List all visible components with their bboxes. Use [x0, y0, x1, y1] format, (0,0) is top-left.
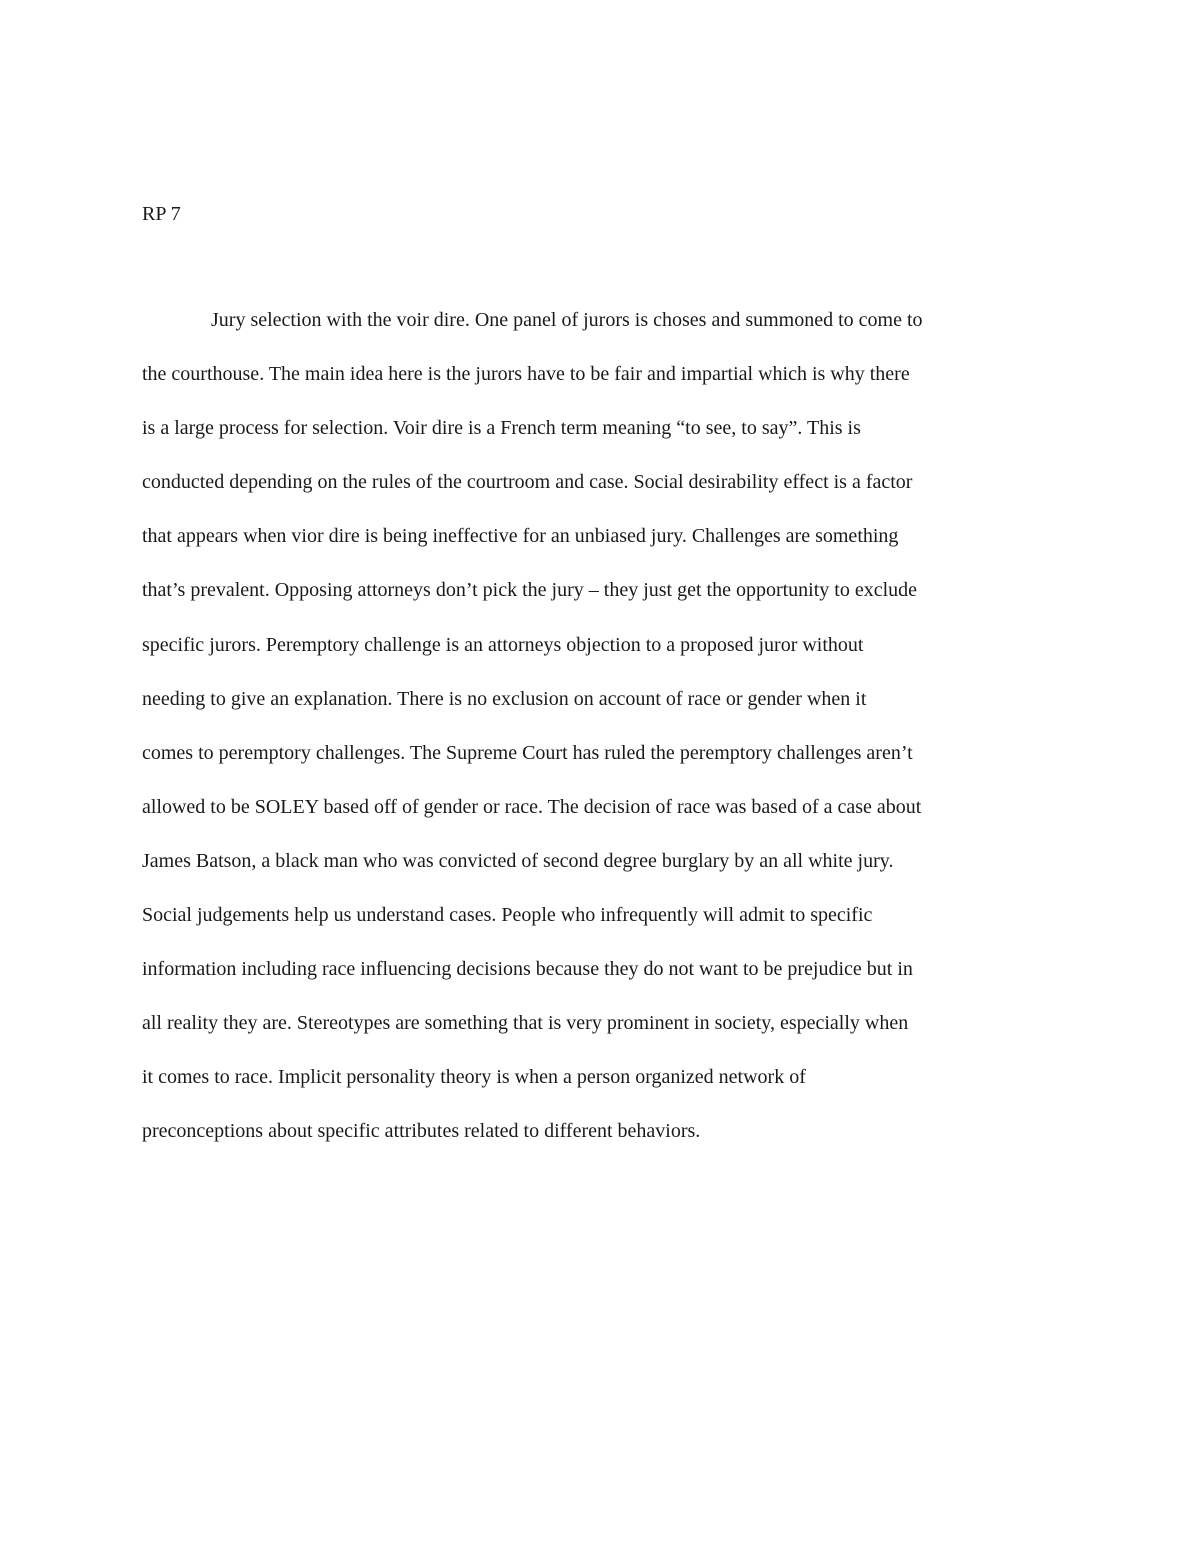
text-line: all reality they are. Stereotypes are something that is very prominent in society, especially when	[142, 1012, 909, 1035]
text-line: allowed to be SOLEY based off of gender or race. The decision of race was based of a case about	[142, 795, 922, 818]
body-paragraph	[142, 306, 1082, 1172]
text-line: that appears when vior dire is being ineffective for an unbiased jury. Challenges are something	[142, 525, 899, 548]
text-line: that’s prevalent. Opposing attorneys don’t pick the jury – they just get the opportunity to exclude	[142, 579, 918, 602]
text-line: needing to give an explanation. There is no exclusion on account of race or gender when it	[142, 687, 867, 710]
text-line: specific jurors. Peremptory challenge is an attorneys objection to a proposed juror without	[142, 633, 864, 656]
text-line: conducted depending on the rules of the courtroom and case. Social desirability effect is a factor	[142, 471, 913, 494]
text-line: Social judgements help us understand cases. People who infrequently will admit to specific	[142, 904, 873, 927]
text-line: Jury selection with the voir dire. One panel of jurors is choses and summoned to come to	[211, 309, 923, 331]
text-line: the courthouse. The main idea here is the jurors have to be fair and impartial which is why there	[142, 363, 910, 386]
text-line: James Batson, a black man who was convicted of second degree burglary by an all white jury.	[142, 849, 894, 872]
text-line: comes to peremptory challenges. The Supreme Court has ruled the peremptory challenges aren’t	[142, 741, 913, 764]
text-line: is a large process for selection. Voir dire is a French term meaning “to see, to say”. This is	[142, 417, 861, 440]
text-line: information including race influencing decisions because they do not want to be prejudice but in	[142, 958, 913, 981]
document-heading: RP 7	[142, 203, 181, 225]
text-line: preconceptions about specific attributes related to different behaviors.	[142, 1120, 701, 1143]
text-line: it comes to race. Implicit personality theory is when a person organized network of	[142, 1066, 806, 1089]
